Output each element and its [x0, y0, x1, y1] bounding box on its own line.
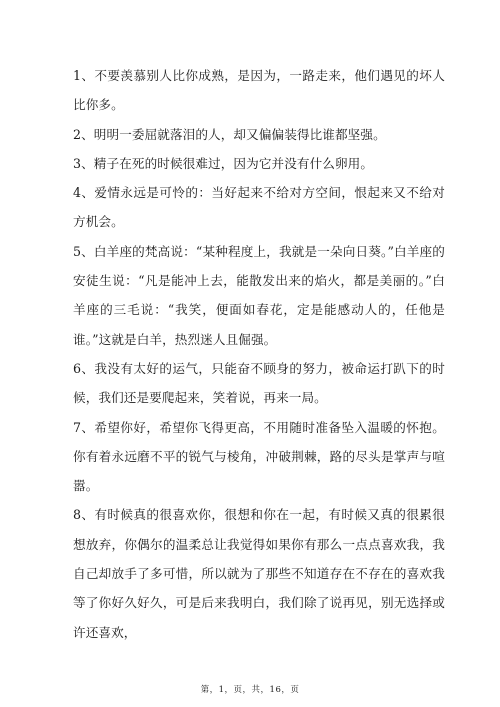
- paragraph-3: 3、精子在死的时候很难过，因为它并没有什么卵用。: [73, 155, 374, 171]
- paragraph-6: 6、我没有太好的运气，只能奋不顾身的努力，被命运打趴下的时候，我们还是要爬起来，笑着说，再来一局。: [73, 360, 445, 406]
- paragraph-2: 2、明明一委屈就落泪的人，却又偏偏装得比谁都坚强。: [73, 126, 386, 142]
- page-number-footer: 第，1，页，共，16，页: [200, 685, 300, 695]
- paragraph-8: 8、有时候真的很喜欢你，很想和你在一起，有时候又真的很累很想放弃，你偶尔的温柔总让我觉得如果你有那么一点点喜欢我，我自己却放手了多可惜，所以就为了那些不知道存在不存在的喜欢我等了你好久好久，可是后来我明白，我们除了说再见，别无选择或许还喜欢，: [73, 507, 445, 640]
- paragraph-1: 1、不要羡慕别人比你成熟，是因为，一路走来，他们遇见的坏人比你多。: [73, 68, 445, 113]
- paragraph-7: 7、希望你好，希望你飞得更高，不用随时准备坠入温暖的怀抱。你有着永远磨不平的锐气与棱角，冲破荆棘，路的尽头是掌声与喧嚣。: [73, 419, 445, 494]
- paragraph-5: 5、白羊座的梵高说：“某种程度上，我就是一朵向日葵。”白羊座的安徒生说：“凡是能冲上去，能散发出来的焰火，都是美丽的。”白羊座的三毛说：“我笑，便面如春花，定是能感动人的，任他是谁。”这就是白羊，热烈迷人且倔强。: [73, 243, 445, 347]
- document-body: [73, 61, 445, 647]
- paragraph-4: 4、爱情永远是可怜的：当好起来不给对方空间，恨起来又不给对方机会。: [73, 185, 445, 230]
